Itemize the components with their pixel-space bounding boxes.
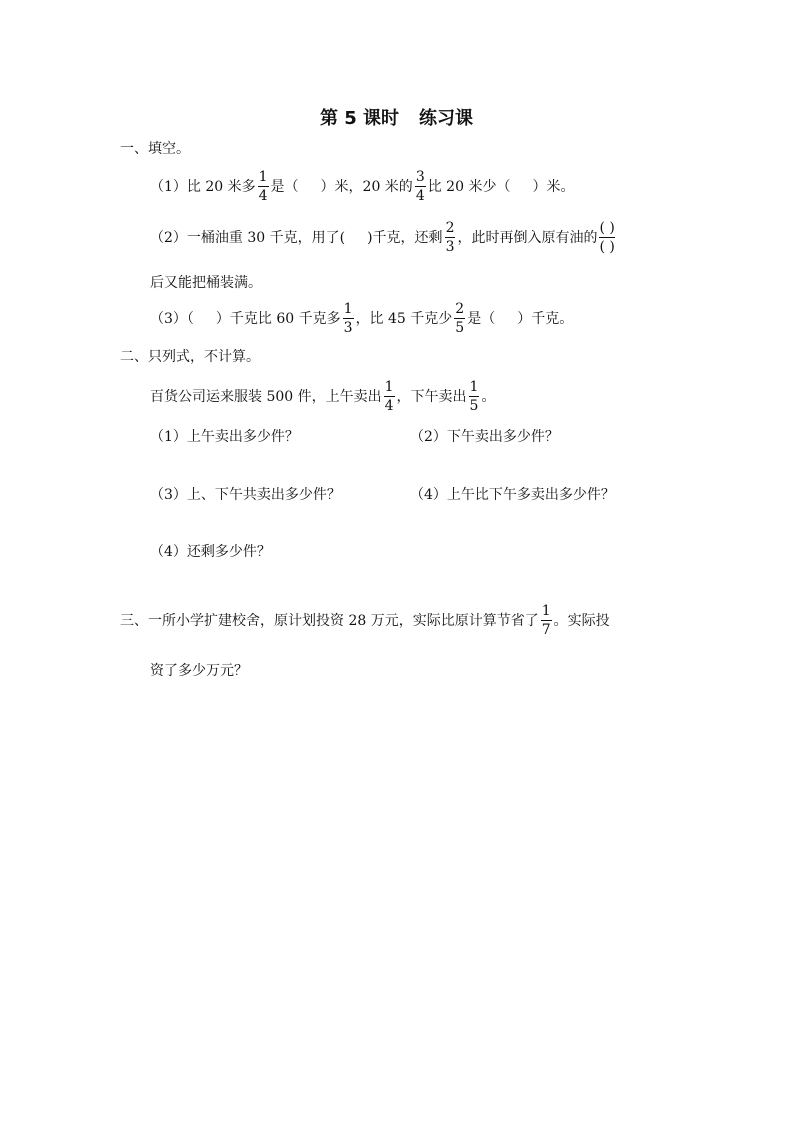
section2-heading [120, 336, 260, 376]
q1-2-text-c: ，此时再倒入原有油的 [457, 230, 598, 246]
section1-heading [120, 128, 190, 168]
title-topic: 练习课 [419, 108, 474, 129]
question-1-2 [150, 217, 615, 257]
q1-2-text-b: )千克，还剩 [367, 230, 443, 246]
question-1-3 [150, 298, 573, 338]
q1-3-text-c: ，比 45 千克少 [355, 311, 453, 327]
q1-1-text-c: ）米，20 米的 [320, 179, 413, 195]
section2-heading-text: 二、只列式，不计算。 [120, 349, 260, 365]
q1-1-text-a: （1）比 20 米多 [150, 179, 256, 195]
section1-heading-text: 一、填空。 [120, 141, 190, 157]
q1-2-text-a: （2）一桶油重 30 千克，用了( [150, 230, 346, 246]
q1-3-text-a: （3）（ [150, 311, 194, 327]
fraction: $\frac{1}{7}$ [541, 602, 551, 638]
section3-question-continued [150, 650, 248, 690]
fraction: $\frac{3}{4}$ [415, 168, 425, 204]
q1-3-text-b: ）千克比 60 千克多 [215, 311, 341, 327]
fraction: $\frac{1}{5}$ [469, 378, 479, 414]
question-2-4: （4）上午比下午多卖出多少件？ [410, 487, 615, 503]
section3-text-a: 三、一所小学扩建校舍，原计划投资 28 万元，实际比原计算节省了 [120, 613, 539, 629]
page-title [0, 104, 793, 130]
fraction: $\frac{2}{5}$ [455, 300, 465, 336]
q1-3-text-d: 是（ [467, 311, 496, 327]
question-2-5: （4）还剩多少件？ [150, 544, 271, 560]
q1-1-text-e: ）米。 [532, 179, 575, 195]
section3-question [120, 600, 610, 640]
q1-1-text-d: 比 20 米少（ [427, 179, 511, 195]
blank-fraction[interactable]: $\frac{( )}{( )}$ [599, 219, 615, 255]
fraction: $\frac{1}{3}$ [343, 300, 353, 336]
fraction: $\frac{1}{4}$ [384, 378, 394, 414]
intro-text-a: 百货公司运来服装 500 件，上午卖出 [150, 389, 382, 405]
q1-1-text-b: 是（ [270, 179, 299, 195]
fraction: $\frac{1}{4}$ [258, 168, 268, 204]
q1-2-line2: 后又能把桶装满。 [150, 275, 262, 291]
fraction: $\frac{2}{3}$ [445, 219, 455, 255]
question-2-3: （3）上、下午共卖出多少件？ [150, 487, 341, 503]
section3-text-b: 。实际投 [553, 613, 610, 629]
question-1-2-continued [150, 262, 262, 302]
intro-text-b: ，下午卖出 [396, 389, 467, 405]
question-2-2: （2）下午卖出多少件？ [410, 429, 559, 445]
section3-line2: 资了多少万元？ [150, 663, 248, 679]
section2-intro [150, 376, 495, 416]
question-2-1: （1）上午卖出多少件？ [150, 429, 299, 445]
title-lesson: 第 5 课时 [319, 108, 400, 129]
question-1-1 [150, 166, 574, 206]
q1-3-text-e: ）千克。 [517, 311, 574, 327]
intro-text-c: 。 [481, 389, 496, 405]
